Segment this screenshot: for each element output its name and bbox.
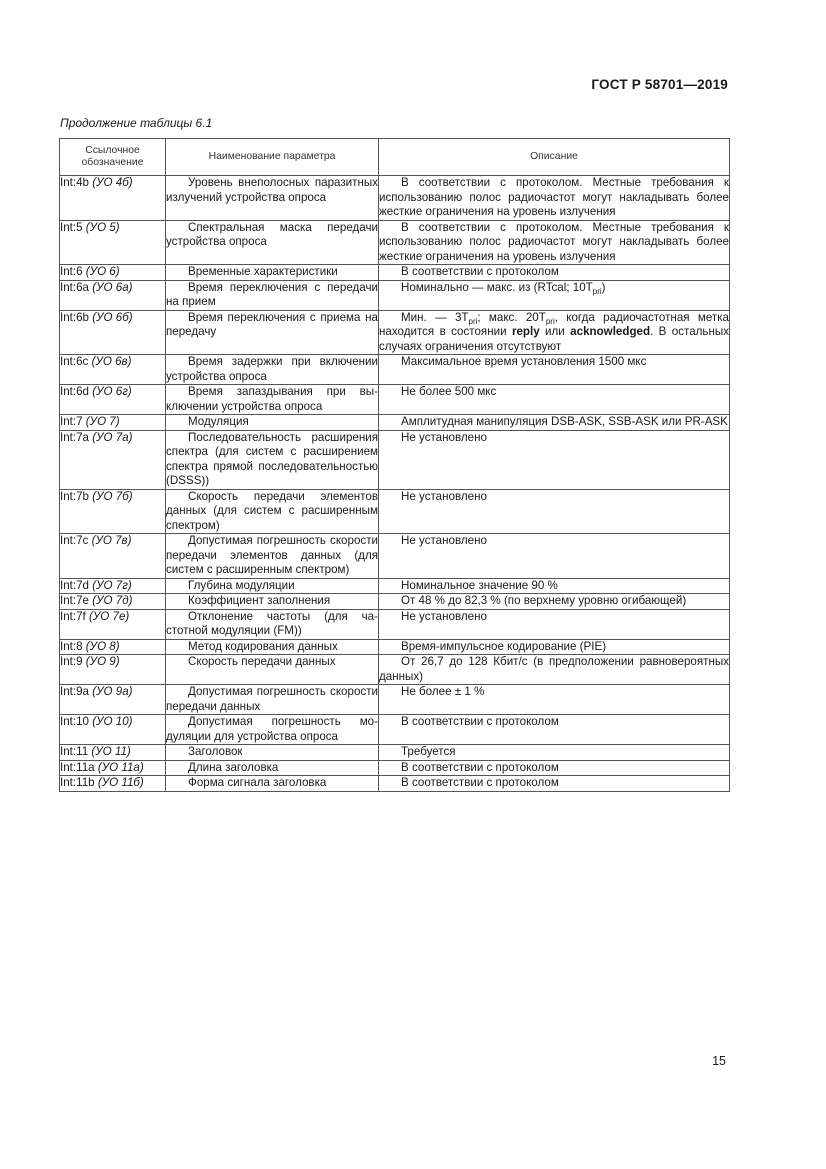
description-text: ) [601, 280, 606, 294]
ref-alt-code: (УО 7а) [92, 430, 133, 444]
description-cell [379, 609, 730, 639]
ref-cell [60, 655, 166, 685]
description-text: Мин. — 3T [401, 310, 469, 324]
ref-code: Int:6b [60, 310, 90, 324]
parameter-name: Последовательность расширения спектра (для систем с расширением спектра прямой последовательностью (DSSS)) [166, 430, 378, 487]
parameter-name-cell [166, 265, 379, 281]
ref-cell [60, 760, 166, 776]
description-cell [379, 685, 730, 715]
description-cell [379, 489, 730, 534]
description-cell [379, 415, 730, 431]
description-text: Не более 500 мкс [401, 385, 497, 398]
ref-alt-code: (УО 7) [85, 415, 120, 428]
table-row [60, 265, 730, 281]
table-row [60, 430, 730, 489]
description-cell [379, 715, 730, 745]
subscript: pri [545, 316, 555, 326]
table-row [60, 415, 730, 431]
parameter-name: Допустимая погрешность скорости передачи элементов данных (для систем с расширенным спектром) [166, 534, 378, 576]
description-text: Максимальное время установления 1500 мкс [401, 355, 647, 368]
description-text: Требуется [401, 745, 456, 758]
description-text: , когда радиочастотная метка находится в состоянии [379, 310, 729, 338]
description-text: Не более ± 1 % [401, 685, 485, 698]
table-row [60, 639, 730, 655]
ref-alt-code: (УО 6а) [92, 280, 133, 294]
table-row [60, 220, 730, 265]
description-text: . В остальных случаях ограничения отсутствуют [379, 325, 729, 353]
parameter-name-cell [166, 220, 379, 265]
ref-code: Int:8 [60, 639, 83, 653]
ref-alt-code: (УО 6) [85, 265, 120, 278]
table-row [60, 776, 730, 792]
description-cell [379, 745, 730, 761]
ref-code: Int:7f [60, 609, 86, 623]
table-row [60, 685, 730, 715]
description-cell [379, 280, 730, 310]
parameter-name-cell [166, 639, 379, 655]
table-body [60, 176, 730, 792]
table-row [60, 655, 730, 685]
table-row [60, 745, 730, 761]
description-text: В соответствии с протоколом [401, 776, 559, 789]
description-cell [379, 176, 730, 221]
description-cell [379, 310, 730, 355]
parameter-name: Время переключения с приема на передачу [166, 310, 378, 338]
parameter-name-cell [166, 715, 379, 745]
description-text: Номинальное значение 90 % [401, 578, 558, 592]
ref-code: Int:6c [60, 355, 89, 368]
header-desc: Описание [379, 139, 730, 176]
description-cell [379, 776, 730, 792]
ref-cell [60, 385, 166, 415]
parameter-name: Коэффициент заполнения [188, 594, 331, 607]
parameter-name-cell [166, 685, 379, 715]
table-header-row [60, 139, 730, 176]
ref-cell [60, 220, 166, 265]
ref-code: Int:11b [60, 776, 95, 789]
ref-cell [60, 776, 166, 792]
parameter-name-cell [166, 430, 379, 489]
ref-code: Int:7b [60, 489, 90, 503]
ref-alt-code: (УО 7в) [91, 534, 132, 547]
parameter-name-cell [166, 760, 379, 776]
ref-cell [60, 715, 166, 745]
ref-code: Int:11 [60, 745, 89, 758]
ref-code: Int:5 [60, 220, 83, 234]
parameter-name-cell [166, 280, 379, 310]
description-text: Не установлено [401, 609, 487, 623]
header-ref: Ссылочное обозначение [60, 139, 166, 176]
description-text: В соответствии с протоколом. Местные требования к использованию полос радиочастот могут накладывать более жесткие ограничения на уровень излучения [379, 176, 729, 218]
ref-code: Int:7 [60, 415, 83, 428]
table-row [60, 594, 730, 610]
ref-cell [60, 609, 166, 639]
ref-alt-code: (УО 11а) [97, 760, 144, 774]
description-cell [379, 385, 730, 415]
description-cell [379, 578, 730, 594]
description-text: В соответствии с протоколом [401, 265, 559, 278]
ref-code: Int:6 [60, 265, 83, 278]
parameter-name: Спектральная маска передачи устройства опроса [166, 220, 378, 248]
parameter-name: Модуляция [188, 415, 249, 428]
parameter-name: Скорость передачи данных [188, 655, 336, 668]
parameter-name: Время запаздывания при выключении устройства опроса [166, 385, 378, 413]
ref-cell [60, 415, 166, 431]
description-text: От 26,7 до 128 Кбит/с (в предположении равновероятных данных) [379, 655, 729, 683]
ref-code: Int:7d [60, 578, 90, 592]
parameter-name: Отклонение частоты (для частотной модуляции (FM)) [166, 609, 378, 637]
table-row [60, 715, 730, 745]
ref-cell [60, 310, 166, 355]
parameter-name-cell [166, 489, 379, 534]
subscript: pri [468, 316, 478, 326]
ref-code: Int:6a [60, 280, 90, 294]
description-text: В соответствии с протоколом. Местные требования к использованию полос радиочастот могут накладывать более жесткие ограничения на уровень излучения [379, 220, 729, 263]
ref-alt-code: (УО 7б) [92, 489, 133, 503]
ref-alt-code: (УО 6в) [91, 355, 132, 368]
parameter-name-cell [166, 385, 379, 415]
parameter-name: Временные характеристики [188, 265, 338, 278]
description-text: В соответствии с протоколом [401, 715, 559, 728]
parameter-name-cell [166, 310, 379, 355]
ref-cell [60, 355, 166, 385]
parameter-name: Допустимая погрешность скорости передачи данных [166, 685, 378, 713]
table-row [60, 489, 730, 534]
parameter-name: Допустимая погрешность модуляции для устройства опроса [166, 715, 378, 743]
ref-cell [60, 745, 166, 761]
description-cell [379, 655, 730, 685]
header-name: Наименование параметра [166, 139, 379, 176]
ref-alt-code: (УО 11) [91, 745, 131, 758]
bold-term: acknowledged [570, 325, 651, 338]
table-row [60, 280, 730, 310]
table-row [60, 385, 730, 415]
description-text: Не установлено [401, 534, 487, 547]
table-row [60, 534, 730, 579]
description-text: Не установлено [401, 430, 487, 444]
ref-cell [60, 578, 166, 594]
parameter-name: Заголовок [188, 745, 243, 758]
ref-alt-code: (УО 8) [85, 639, 120, 653]
description-text: Амплитудная манипуляция DSB-ASK, SSB-ASK или PR-ASK [401, 415, 728, 428]
parameter-name-cell [166, 609, 379, 639]
parameters-table [59, 138, 730, 792]
ref-cell [60, 176, 166, 221]
parameter-name-cell [166, 534, 379, 579]
subscript: pri [592, 286, 602, 296]
ref-alt-code: (УО 11б) [97, 776, 144, 789]
table-caption: Продолжение таблицы 6.1 [60, 116, 213, 130]
parameter-name: Длина заголовка [188, 760, 279, 774]
ref-alt-code: (УО 9а) [92, 685, 133, 698]
ref-cell [60, 639, 166, 655]
ref-alt-code: (УО 5) [85, 220, 120, 234]
parameter-name-cell [166, 176, 379, 221]
parameter-name: Скорость передачи элементов данных (для систем с расширенным спектром) [166, 489, 378, 532]
ref-code: Int:11a [60, 760, 95, 774]
ref-alt-code: (УО 10) [92, 715, 133, 728]
ref-cell [60, 265, 166, 281]
description-text: или [539, 325, 571, 338]
ref-alt-code: (УО 6б) [92, 310, 133, 324]
description-cell [379, 594, 730, 610]
description-text: В соответствии с протоколом [401, 760, 559, 774]
ref-alt-code: (УО 7е) [89, 609, 130, 623]
description-text: ; макс. 20T [477, 310, 546, 324]
ref-cell [60, 280, 166, 310]
description-cell [379, 639, 730, 655]
parameter-name: Форма сигнала заголовка [188, 776, 327, 789]
table-row [60, 760, 730, 776]
description-text: От 48 % до 82,3 % (по верхнему уровню огибающей) [401, 594, 687, 607]
description-text: Не установлено [401, 489, 487, 503]
ref-alt-code: (УО 9) [85, 655, 120, 668]
description-cell [379, 760, 730, 776]
parameter-name-cell [166, 355, 379, 385]
parameter-name-cell [166, 745, 379, 761]
parameter-name: Время задержки при включении устройства опроса [166, 355, 378, 383]
ref-alt-code: (УО 4б) [92, 176, 133, 189]
table-row [60, 578, 730, 594]
standard-number: ГОСТ Р 58701—2019 [591, 77, 728, 92]
ref-code: Int:4b [60, 176, 90, 189]
description-cell [379, 355, 730, 385]
parameter-name-cell [166, 415, 379, 431]
ref-code: Int:10 [60, 715, 90, 728]
ref-alt-code: (УО 7г) [92, 578, 132, 592]
ref-code: Int:7a [60, 430, 90, 444]
ref-code: Int:9a [60, 685, 90, 698]
parameter-name-cell [166, 776, 379, 792]
parameter-name: Глубина модуляции [188, 578, 295, 592]
description-cell [379, 265, 730, 281]
ref-cell [60, 489, 166, 534]
table-row [60, 609, 730, 639]
parameter-name: Метод кодирования данных [188, 639, 338, 653]
table-row [60, 176, 730, 221]
description-cell [379, 220, 730, 265]
ref-cell [60, 685, 166, 715]
description-cell [379, 430, 730, 489]
description-text: Номинально — макс. из (RTcal; 10T [401, 280, 593, 294]
parameter-name-cell [166, 578, 379, 594]
page-number: 15 [712, 1054, 726, 1068]
ref-cell [60, 534, 166, 579]
ref-code: Int:7c [60, 534, 89, 547]
ref-cell [60, 430, 166, 489]
bold-term: reply [511, 325, 540, 338]
parameter-name-cell [166, 594, 379, 610]
ref-cell [60, 594, 166, 610]
parameter-name-cell [166, 655, 379, 685]
ref-alt-code: (УО 6г) [92, 385, 132, 398]
parameter-name: Уровень внеполосных паразитных излучений устройства опроса [166, 176, 378, 204]
table-row [60, 310, 730, 355]
parameter-name: Время переключения с передачи на прием [166, 280, 378, 308]
ref-code: Int:6d [60, 385, 90, 398]
ref-alt-code: (УО 7д) [92, 594, 133, 607]
ref-code: Int:7e [60, 594, 90, 607]
ref-code: Int:9 [60, 655, 83, 668]
description-cell [379, 534, 730, 579]
description-text: Время-импульсное кодирование (PIE) [401, 639, 607, 653]
table-row [60, 355, 730, 385]
